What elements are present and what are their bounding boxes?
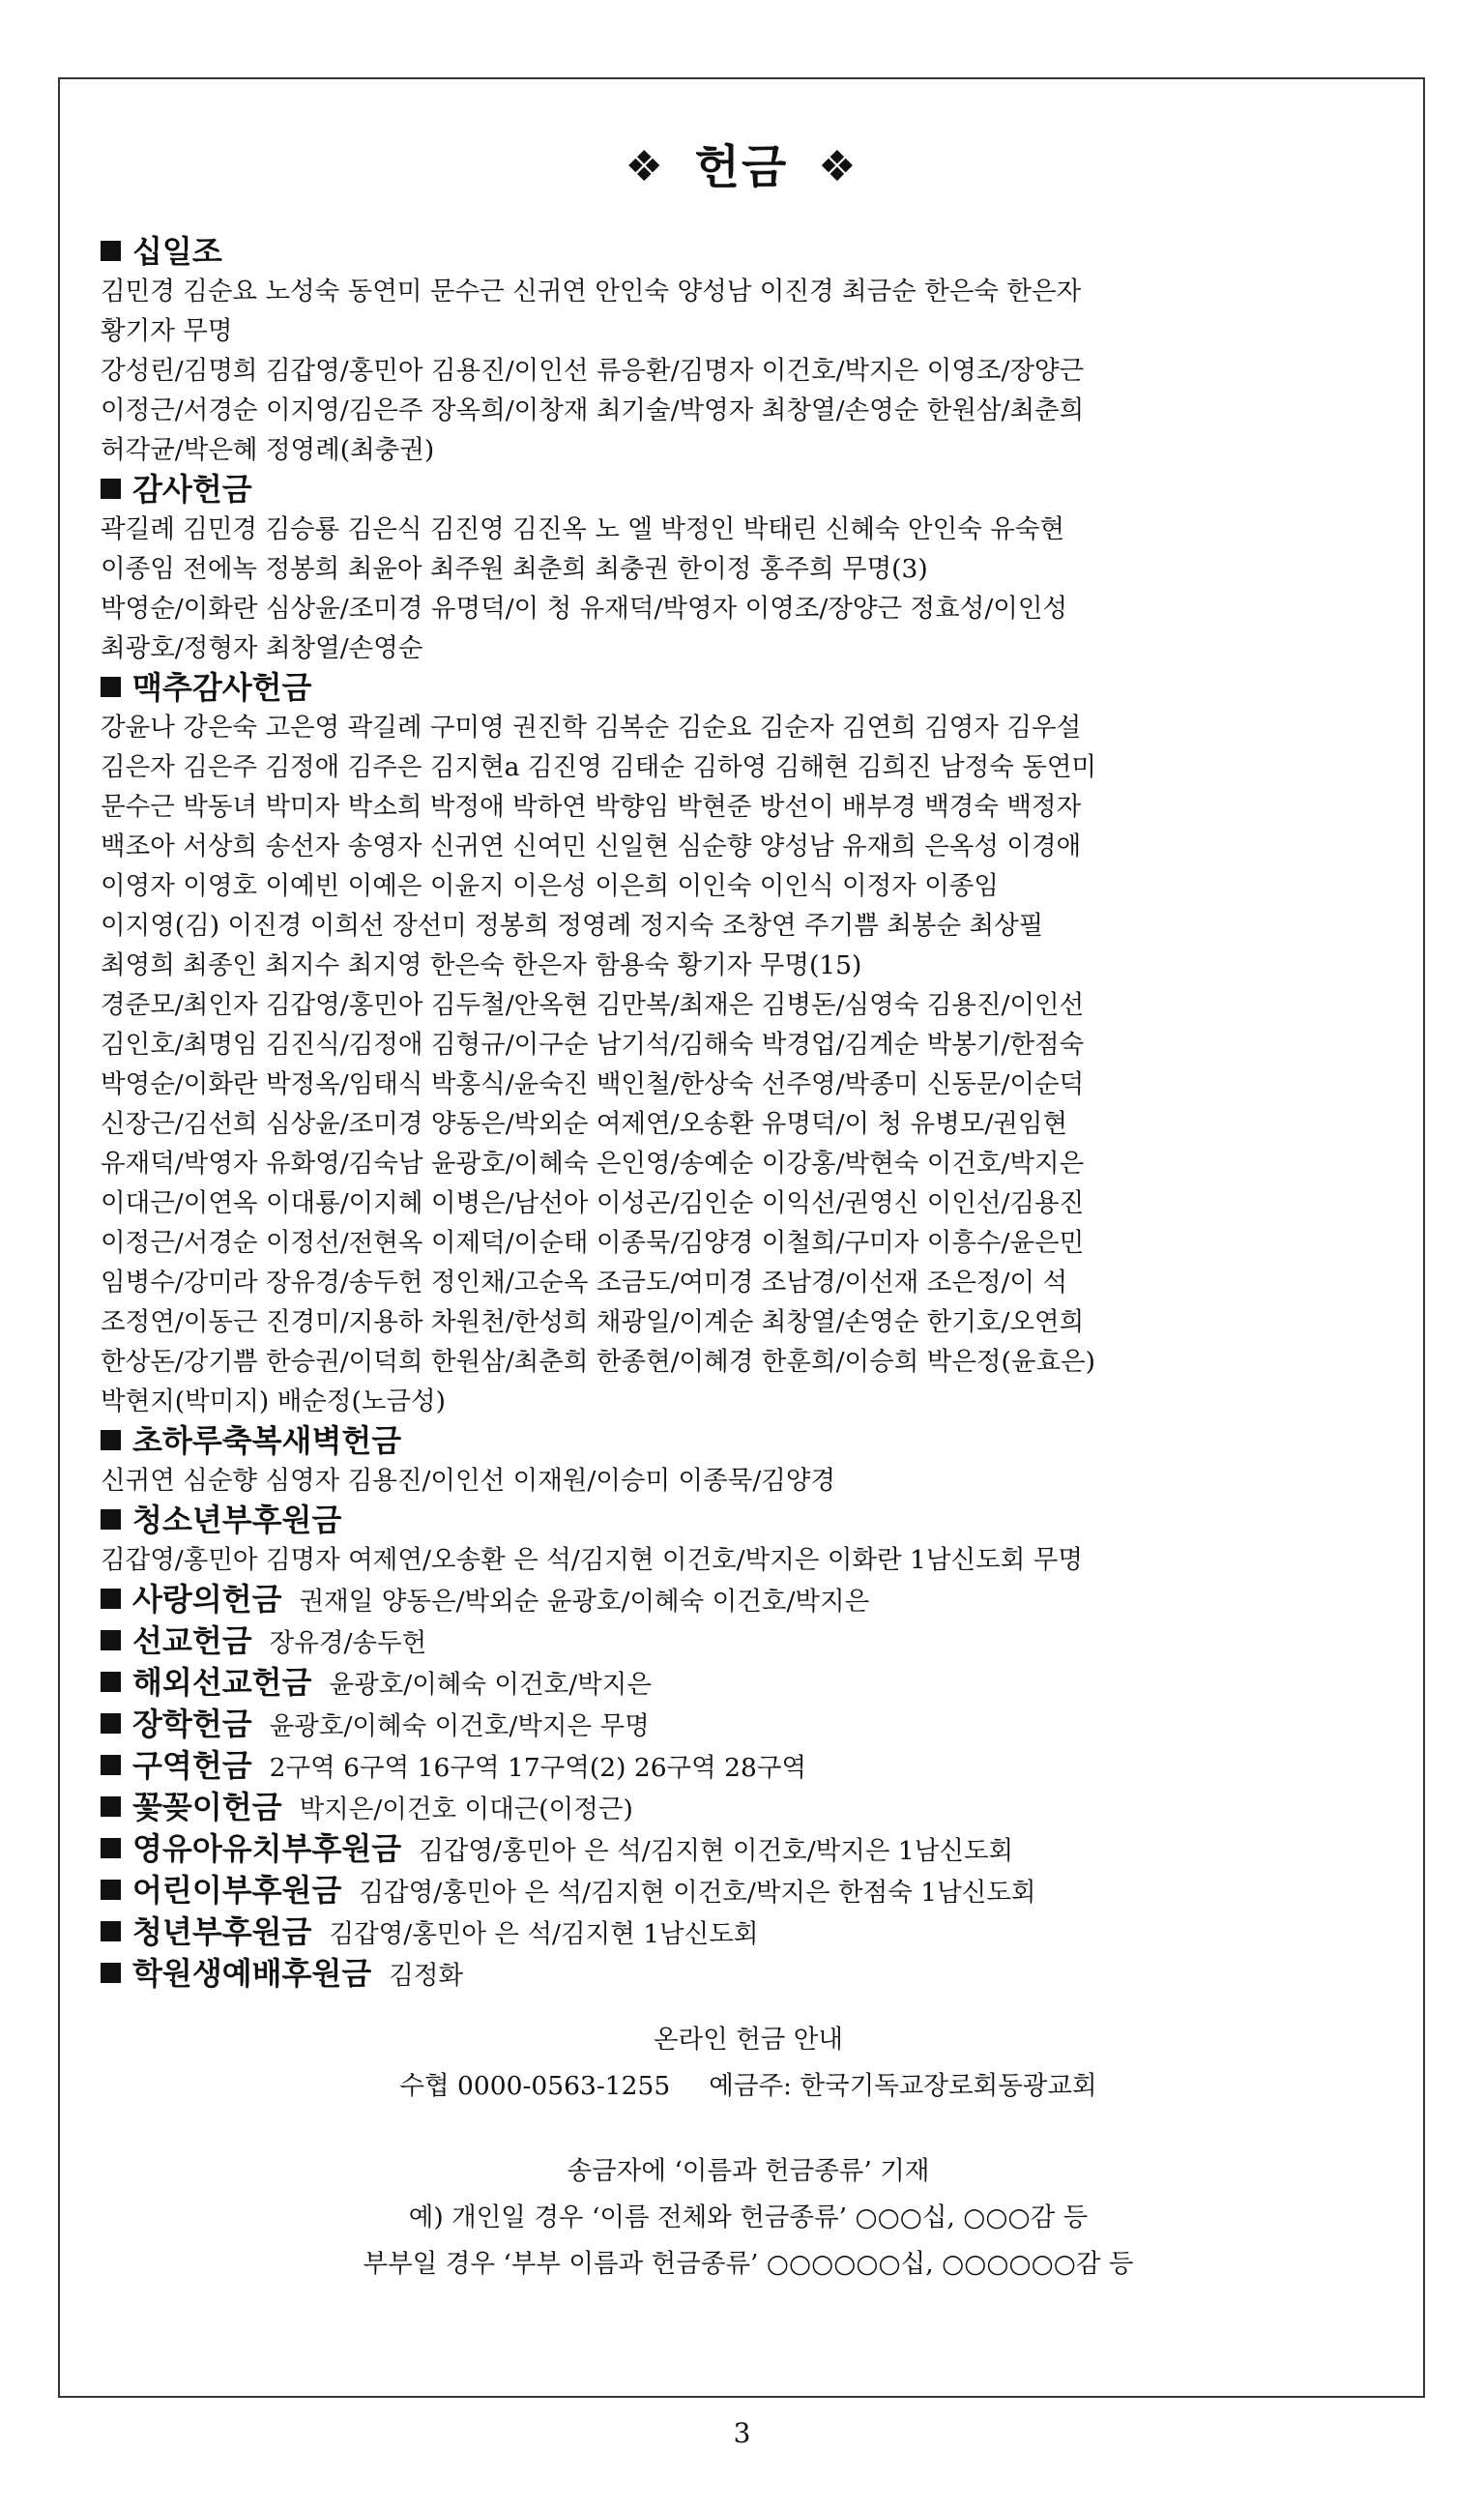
- donor-line: 김갑영/홍민아 은 석/김지현 이건호/박지은 1남신도회: [419, 1836, 1014, 1866]
- donor-line: 김인호/최명임 김진식/김정애 김형규/이구순 남기석/김해숙 박경업/김계순 박봉기/한점숙: [101, 1030, 1085, 1060]
- donor-line: 김갑영/홍민아 김명자 여제연/오송환 은 석/김지현 이건호/박지은 이화란 1남신도회 무명: [101, 1545, 1083, 1575]
- donor-line: 김은자 김은주 김정애 김주은 김지현a 김진영 김태순 김하영 김해현 김희진 남정숙 동연미: [101, 752, 1097, 782]
- donor-line: 박지은/이건호 이대근(이정근): [299, 1794, 633, 1824]
- donor-line: 이지영(김) 이진경 이희선 장선미 정봉희 정영례 정지숙 조창연 주기쁨 최봉순 최상필: [101, 911, 1044, 941]
- remitter-note: 송금자에 ‘이름과 헌금종류’ 기재: [567, 2156, 930, 2186]
- donor-line: 황기자 무명: [101, 316, 233, 346]
- square-bullet-icon: [101, 1921, 121, 1941]
- section-tithe: [101, 232, 1396, 470]
- donor-line: 최영희 최종인 최지수 최지영 한은숙 한은자 함용숙 황기자 무명(15): [101, 950, 862, 980]
- square-bullet-icon: [101, 1880, 121, 1900]
- donor-line: 조정연/이동근 진경미/지용하 차원천/한성희 채광일/이계순 최창열/손영순 한기호/오연희: [101, 1307, 1085, 1337]
- donor-line: 2구역 6구역 16구역 17구역(2) 26구역 28구역: [269, 1753, 807, 1783]
- diamond-ornament-icon: ❖: [818, 142, 858, 191]
- donor-line: 경준모/최인자 김갑영/홍민아 김두철/안옥현 김만복/최재은 김병돈/심영숙 김용진/이인선: [101, 990, 1085, 1020]
- square-bullet-icon: [101, 1630, 121, 1650]
- square-bullet-icon: [101, 1796, 121, 1817]
- section-love-offering: 사랑의헌금 권재일 양동은/박외순 윤광호/이혜숙 이건호/박지은: [101, 1580, 1396, 1621]
- diamond-ornament-icon: ❖: [625, 142, 665, 191]
- donor-line: 문수근 박동녀 박미자 박소희 박정애 박하연 박향임 박현준 방선이 배부경 백경숙 백정자: [101, 792, 1082, 822]
- section-district: 구역헌금 2구역 6구역 16구역 17구역(2) 26구역 28구역: [101, 1746, 1396, 1788]
- section-overseas-mission: 해외선교헌금 윤광호/이혜숙 이건호/박지은: [101, 1663, 1396, 1705]
- donor-line: 신장근/김선희 심상윤/조미경 양동은/박외순 여제연/오송환 유명덕/이 청 유병모/권임현: [101, 1109, 1068, 1139]
- section-thanksgiving: [101, 470, 1396, 668]
- donor-line: 백조아 서상희 송선자 송영자 신귀연 신여민 신일현 심순향 양성남 유재희 은옥성 이경애: [101, 831, 1082, 861]
- donor-line: 박영순/이화란 박정옥/임태식 박홍식/윤숙진 백인철/한상숙 선주영/박종미 신동문/이순덕: [101, 1069, 1085, 1099]
- donor-line: 강윤나 강은숙 고은영 곽길례 구미영 권진학 김복순 김순요 김순자 김연희 김영자 김우설: [101, 713, 1082, 743]
- section-harvest-thanksgiving: [101, 668, 1396, 1421]
- donor-line: 이영자 이영호 이예빈 이예은 이윤지 이은성 이은희 이인숙 이인식 이정자 이종임: [101, 871, 1000, 901]
- page-frame: [58, 77, 1425, 2398]
- donor-line: 김정화: [389, 1961, 464, 1991]
- bank-account-number: 수협 0000-0563-1255: [399, 2071, 671, 2101]
- donor-line: 권재일 양동은/박외순 윤광호/이혜숙 이건호/박지은: [299, 1587, 870, 1617]
- donor-line: 김갑영/홍민아 은 석/김지현 1남신도회: [329, 1919, 759, 1949]
- square-bullet-icon: [101, 1672, 121, 1692]
- square-bullet-icon: [101, 1713, 121, 1734]
- section-heading: 감사헌금: [101, 470, 1396, 510]
- account-holder: 예금주: 한국기독교장로회동광교회: [709, 2071, 1097, 2101]
- donor-line: 한상돈/강기쁨 한승권/이덕희 한원삼/최춘희 한종현/이혜경 한훈희/이승희 박은정(윤효은): [101, 1347, 1095, 1377]
- square-bullet-icon: [101, 1430, 121, 1450]
- donor-line: 임병수/강미라 장유경/송두헌 정인채/고순옥 조금도/여미경 조남경/이선재 조은정/이 석: [101, 1268, 1068, 1298]
- section-student-worship-support: 학원생예배후원금 김정화: [101, 1954, 1396, 1996]
- page-title-text: 헌금: [694, 140, 789, 194]
- donor-line: 신귀연 심순향 심영자 김용진/이인선 이재원/이승미 이종묵/김양경: [101, 1466, 836, 1496]
- section-youth-support: [101, 1501, 1396, 1580]
- square-bullet-icon: [101, 479, 121, 499]
- section-flower: 꽃꽂이헌금 박지은/이건호 이대근(이정근): [101, 1788, 1396, 1829]
- donor-line: 장유경/송두헌: [269, 1628, 427, 1658]
- donor-line: 곽길례 김민경 김승룡 김은식 김진영 김진옥 노 엘 박정인 박태린 신혜숙 안인숙 유숙현: [101, 514, 1065, 544]
- square-bullet-icon: [101, 1963, 121, 1983]
- page-number: 3: [733, 2417, 751, 2449]
- section-preschool-support: 영유아유치부후원금 김갑영/홍민아 은 석/김지현 이건호/박지은 1남신도회: [101, 1829, 1396, 1871]
- square-bullet-icon: [101, 1589, 121, 1609]
- example-individual: 예) 개인일 경우 ‘이름 전체와 헌금종류’ ○○○십, ○○○감 등: [408, 2203, 1089, 2232]
- page-title: [60, 130, 1423, 196]
- section-new-moon-dawn: [101, 1421, 1396, 1501]
- square-bullet-icon: [101, 677, 121, 697]
- square-bullet-icon: [101, 1509, 121, 1530]
- donor-line: 이대근/이연옥 이대룡/이지혜 이병은/남선아 이성곤/김인순 이익선/권영신 이인선/김용진: [101, 1188, 1085, 1218]
- online-offering-info: [101, 2017, 1396, 2288]
- square-bullet-icon: [101, 241, 121, 261]
- example-couple: 부부일 경우 ‘부부 이름과 헌금종류’ ○○○○○○십, ○○○○○○감 등: [363, 2249, 1134, 2279]
- bank-account: [101, 2063, 1396, 2110]
- offering-list: [101, 232, 1396, 2288]
- section-scholarship: 장학헌금 윤광호/이혜숙 이건호/박지은 무명: [101, 1705, 1396, 1746]
- donor-line: 이정근/서경순 이정선/전현옥 이제덕/이순태 이종묵/김양경 이철희/구미자 이흥수/윤은민: [101, 1228, 1085, 1258]
- section-heading: 맥추감사헌금: [101, 668, 1396, 708]
- square-bullet-icon: [101, 1838, 121, 1858]
- donor-line: 김민경 김순요 노성숙 동연미 문수근 신귀연 안인숙 양성남 이진경 최금순 한은숙 한은자: [101, 277, 1082, 306]
- donor-line: 이종임 전에녹 정봉희 최윤아 최주원 최춘희 최충권 한이정 홍주희 무명(3): [101, 554, 928, 584]
- donor-line: 윤광호/이혜숙 이건호/박지은: [329, 1670, 652, 1700]
- section-mission: 선교헌금 장유경/송두헌: [101, 1621, 1396, 1663]
- section-heading: 초하루축복새벽헌금: [101, 1421, 1396, 1461]
- donor-line: 윤광호/이혜숙 이건호/박지은 무명: [269, 1711, 650, 1741]
- donor-line: 허각균/박은혜 정영례(최충권): [101, 435, 435, 465]
- section-heading: 청소년부후원금: [101, 1501, 1396, 1540]
- donor-line: 최광호/정형자 최창열/손영순: [101, 633, 423, 663]
- donor-line: 김갑영/홍민아 은 석/김지현 이건호/박지은 한점숙 1남신도회: [359, 1878, 1036, 1908]
- donor-line: 박현지(박미지) 배순정(노금성): [101, 1386, 446, 1416]
- section-young-adult-support: 청년부후원금 김갑영/홍민아 은 석/김지현 1남신도회: [101, 1912, 1396, 1954]
- section-children-support: 어린이부후원금 김갑영/홍민아 은 석/김지현 이건호/박지은 한점숙 1남신도회: [101, 1871, 1396, 1912]
- donor-line: 강성린/김명희 김갑영/홍민아 김용진/이인선 류응환/김명자 이건호/박지은 이영조/장양근: [101, 356, 1085, 386]
- donor-line: 유재덕/박영자 유화영/김숙남 윤광호/이혜숙 은인영/송예순 이강홍/박현숙 이건호/박지은: [101, 1149, 1085, 1179]
- donor-line: 박영순/이화란 심상윤/조미경 유명덕/이 청 유재덕/박영자 이영조/장양근 정효성/이인성: [101, 594, 1068, 624]
- online-offering-title: 온라인 헌금 안내: [653, 2025, 844, 2055]
- donor-line: 이정근/서경순 이지영/김은주 장옥희/이창재 최기술/박영자 최창열/손영순 한원삼/최춘희: [101, 395, 1085, 425]
- section-heading: 십일조: [101, 232, 1396, 272]
- square-bullet-icon: [101, 1755, 121, 1775]
